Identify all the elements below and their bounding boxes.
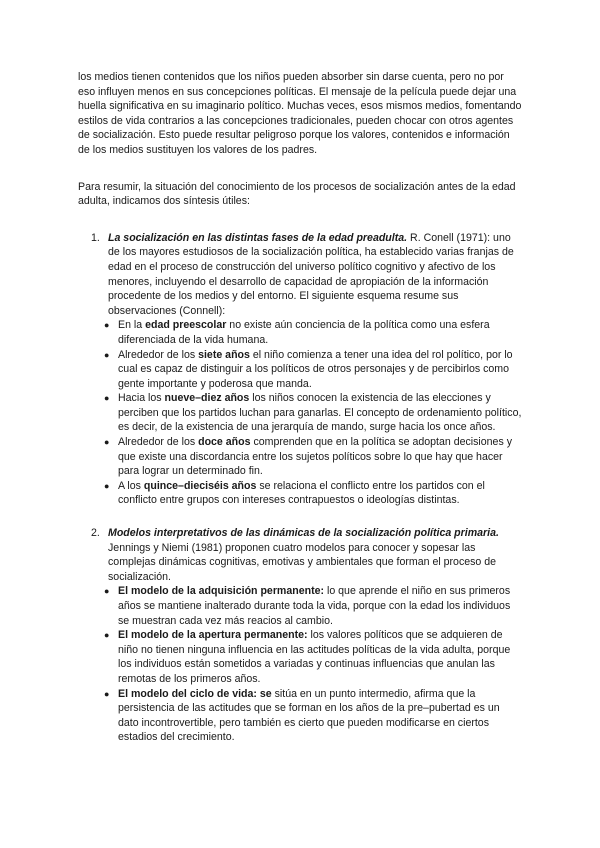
section-2-number: 2.: [91, 527, 100, 540]
list-item: ● El modelo de la adquisición permanente: lo que aprende el niño en sus primeros años se mantiene inalterado durante toda la vida, porque con la edad los individuos se muestran cada vez más reacios al cambio.: [104, 585, 511, 627]
bullet-icon: ●: [104, 688, 110, 699]
list-item: ● El modelo del ciclo de vida: se sitúa en un punto intermedio, afirma que la persistencia de las actitudes que se forman en los años de la pre–pubertad es un dato incontrovertible, pero también es cierto que pueden modificarse en ciertos estadios del crecimiento.: [104, 687, 500, 744]
section-2-title: Modelos interpretativos de las dinámicas de la socialización política primaria.: [108, 527, 499, 540]
list-item: ● Alrededor de los doce años comprenden que en la política se adoptan decisiones y que existe una discordancia entre los sujetos políticos sobre lo que hay que hacer para lograr un determinado fin.: [104, 436, 512, 478]
section-1-title: La socialización en las distintas fases de la edad preadulta.: [108, 231, 408, 244]
bullet-icon: ●: [104, 480, 110, 491]
section-2-body: Jennings y Niemi (1981) proponen cuatro modelos para conocer y sopesar las complejas dinámicas cognitivas, emotivas y ambientales que forman el proceso de socialización.: [108, 541, 497, 583]
bullet-icon: ●: [104, 437, 110, 448]
section-1-number: 1.: [91, 231, 100, 244]
intro-paragraph: los medios tienen contenidos que los niños pueden absorber sin darse cuenta, pero no por eso influyen menos en sus concepciones políticas. El mensaje de la película puede dejar una huella significativa en su imaginario político. Muchas veces, esos mismos medios, fomentando estilos de vida contrarios a las concepciones tradicionales, pueden chocar con otros agentes de socialización. Esto puede resultar peligroso porque los valores, contenidos e información de los medios sustituyen los valores de los padres.: [78, 71, 522, 156]
summary-paragraph: Para resumir, la situación del conocimiento de los procesos de socialización antes de la edad adulta, indicamos dos síntesis útiles:: [78, 180, 516, 208]
bullet-icon: ●: [104, 630, 110, 641]
section-2: [78, 526, 523, 584]
section-1-bullets: [78, 318, 523, 508]
list-item: ● Alrededor de los siete años el niño comienza a tener una idea del rol político, por lo cual es capaz de distinguir a los políticos de otros personajes y de percibirlos como gente importante y poderosa que manda.: [104, 348, 513, 390]
section-2-bullets: [78, 584, 523, 745]
list-item: ● En la edad preescolar no existe aún conciencia de la política como una esfera diferenciada de la vida humana.: [104, 319, 490, 346]
list-item: ● Hacia los nueve–diez años los niños conocen la existencia de las elecciones y perciben que los partidos luchan para ganarlas. El concepto de ordenamiento político, es decir, de la existencia de una jerarquía de mando, surge hacia los once años.: [104, 392, 522, 434]
section-1-body: R. Conell (1971): uno de los mayores estudiosos de la socialización política, ha establecido varias franjas de edad en el proceso de construcción del universo político cognitivo y afectivo de los menores, incluyendo el desarrollo de capacidad de apropiación de la información procedente de los medios y del entorno. El siguiente esquema resume sus observaciones (Connell):: [108, 231, 514, 317]
bullet-icon: ●: [104, 393, 110, 404]
list-item: ● El modelo de la apertura permanente: los valores políticos que se adquieren de niño no tienen ninguna influencia en las actitudes políticas de la vida adulta, porque los individuos están sometidos a variadas y continuas influencias que anulan las remotas de los primeros años.: [104, 629, 511, 685]
list-item: ● A los quince–dieciséis años se relaciona el conflicto entre los partidos con el conflicto entre grupos con intereses contrapuestos o ideologías distintas.: [104, 479, 485, 507]
document-page: [78, 70, 523, 745]
bullet-icon: ●: [104, 320, 110, 331]
bullet-icon: ●: [104, 349, 110, 360]
bullet-icon: ●: [104, 586, 110, 597]
section-1: [78, 231, 523, 319]
